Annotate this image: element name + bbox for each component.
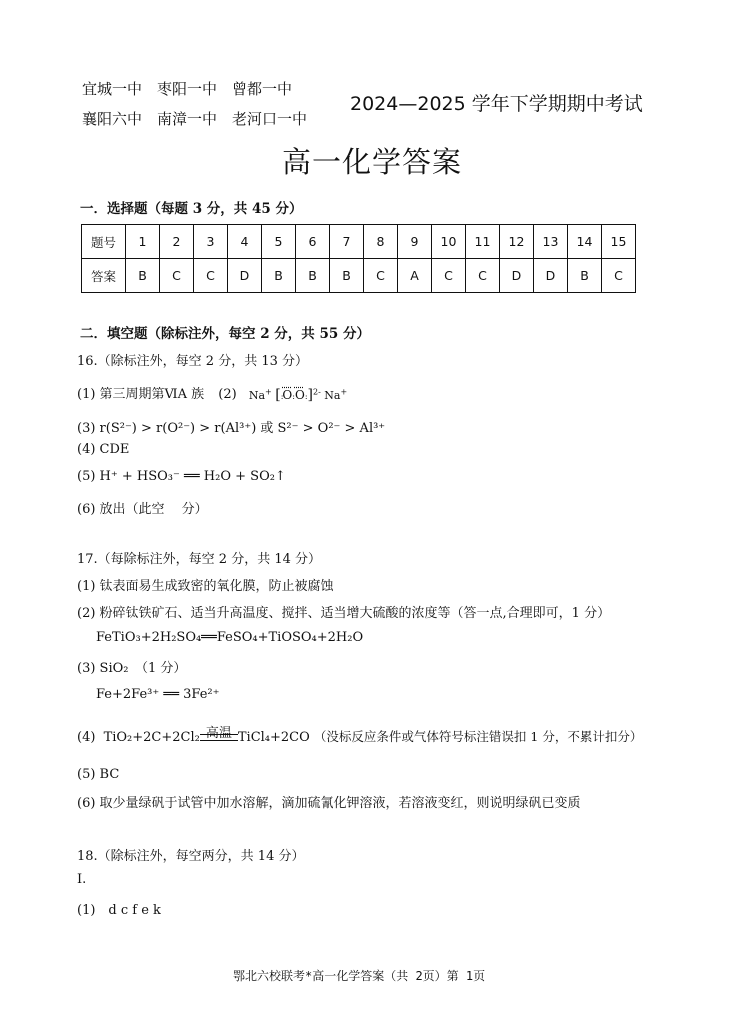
q16-answer-2-label: (2) <box>218 387 237 402</box>
answer-cell: D <box>500 259 534 293</box>
answer-cell: C <box>194 259 228 293</box>
question-number: 8 <box>364 225 398 259</box>
question-number: 7 <box>330 225 364 259</box>
q17-answer-4-products: TiCl₄+2CO <box>237 730 310 745</box>
row-label-answer: 答案 <box>82 259 126 293</box>
answer-cell: C <box>364 259 398 293</box>
q16-answer-6: (6) 放出（此空 分） <box>77 502 208 517</box>
question-number: 13 <box>534 225 568 259</box>
school-list-row-1: 宜城一中 枣阳一中 曾都一中 <box>82 80 293 98</box>
q18-answer-1: (1) d c f e k <box>77 903 161 918</box>
q17-answer-4-note: （没标反应条件或气体符号标注错误扣 1 分，不累计扣分） <box>313 729 643 744</box>
question-number: 6 <box>296 225 330 259</box>
answer-table <box>81 224 636 293</box>
oxygen-symbol: O <box>282 387 293 402</box>
q18-part-label: Ⅰ. <box>77 872 87 887</box>
q16-answer-1-text: (1) 第三周期第ⅥA 族 <box>77 387 205 402</box>
answer-cell: C <box>602 259 636 293</box>
question-number: 1 <box>126 225 160 259</box>
q17-answer-2-equation: FeTiO₃+2H₂SO₄══FeSO₄+TiOSO₄+2H₂O <box>96 630 364 645</box>
answer-cell: B <box>568 259 602 293</box>
sodium-symbol-right: Na <box>324 388 341 402</box>
answer-table-number-row <box>82 225 636 259</box>
answer-cell: A <box>398 259 432 293</box>
q16-answer-5: (5) H⁺ + HSO₃⁻ ══ H₂O + SO₂↑ <box>77 469 286 484</box>
answer-cell: C <box>466 259 500 293</box>
q17-answer-1: (1) 钛表面易生成致密的氧化膜，防止被腐蚀 <box>77 579 334 594</box>
question-number: 11 <box>466 225 500 259</box>
q17-answer-3: (3) SiO₂ （1 分） <box>77 661 187 676</box>
q16-answer-1 <box>77 383 347 403</box>
document-title: 高一化学答案 <box>282 145 463 179</box>
q17-answer-3-equation: Fe+2Fe³⁺ ══ 3Fe²⁺ <box>96 687 220 702</box>
question-number: 9 <box>398 225 432 259</box>
reaction-condition <box>200 726 238 741</box>
section-2-heading: 二．填空题（除标注外，每空 2 分，共 55 分） <box>80 326 370 342</box>
q17-heading: 17.（每除标注外，每空 2 分，共 14 分） <box>77 552 322 567</box>
answer-cell: B <box>262 259 296 293</box>
answer-cell: D <box>228 259 262 293</box>
q17-answer-2: (2) 粉碎钛铁矿石、适当升高温度、搅拌、适当增大硫酸的浓度等（答一点,合理即可，1 分） <box>77 606 611 621</box>
electron-dot-formula: Na+ [:O:O:]$^{2-}$ Na+ <box>248 386 348 403</box>
oxygen-symbol: O <box>294 387 305 402</box>
question-number: 15 <box>602 225 636 259</box>
q17-answer-6: (6) 取少量绿矾于试管中加水溶解，滴加硫氰化钾溶液，若溶液变红，则说明绿矾已变质 <box>77 796 581 811</box>
section-1-heading: 一．选择题（每题 3 分，共 45 分） <box>80 201 303 217</box>
question-number: 5 <box>262 225 296 259</box>
answer-cell: B <box>296 259 330 293</box>
q16-answer-4: (4) CDE <box>77 442 130 457</box>
answer-cell: D <box>534 259 568 293</box>
q16-heading: 16.（除标注外，每空 2 分，共 13 分） <box>77 354 309 369</box>
answer-cell: B <box>330 259 364 293</box>
sodium-charge-left: + <box>265 386 272 396</box>
answer-table-answer-row <box>82 259 636 293</box>
q17-answer-4-label: (4) <box>77 730 96 745</box>
sodium-symbol-left: Na <box>248 388 266 402</box>
answer-cell: C <box>160 259 194 293</box>
school-list-row-2: 襄阳六中 南漳一中 老河口一中 <box>82 110 308 128</box>
question-number: 14 <box>568 225 602 259</box>
q18-heading: 18.（除标注外，每空两分，共 14 分） <box>77 849 305 864</box>
question-number: 12 <box>500 225 534 259</box>
peroxide-charge: 2- <box>312 386 321 396</box>
answer-cell: B <box>126 259 160 293</box>
question-number: 4 <box>228 225 262 259</box>
page-footer: 鄂北六校联考*高一化学答案（共 2页）第 1页 <box>233 969 486 983</box>
question-number: 2 <box>160 225 194 259</box>
q17-answer-4 <box>77 727 642 745</box>
question-number: 3 <box>194 225 228 259</box>
q17-answer-5: (5) BC <box>77 767 120 782</box>
row-label-number: 题号 <box>82 225 126 259</box>
question-number: 10 <box>432 225 466 259</box>
sodium-charge-right: + <box>340 386 348 396</box>
q16-answer-3: (3) r(S²⁻) > r(O²⁻) > r(Al³⁺) 或 S²⁻ > O²⁻ > Al³⁺ <box>77 421 386 436</box>
reaction-condition-text: 高温 <box>205 726 232 741</box>
answer-cell: C <box>432 259 466 293</box>
exam-title: 2024—2025 学年下学期期中考试 <box>350 93 643 115</box>
q17-answer-4-reactants: TiO₂+2C+2Cl₂ <box>103 730 200 745</box>
